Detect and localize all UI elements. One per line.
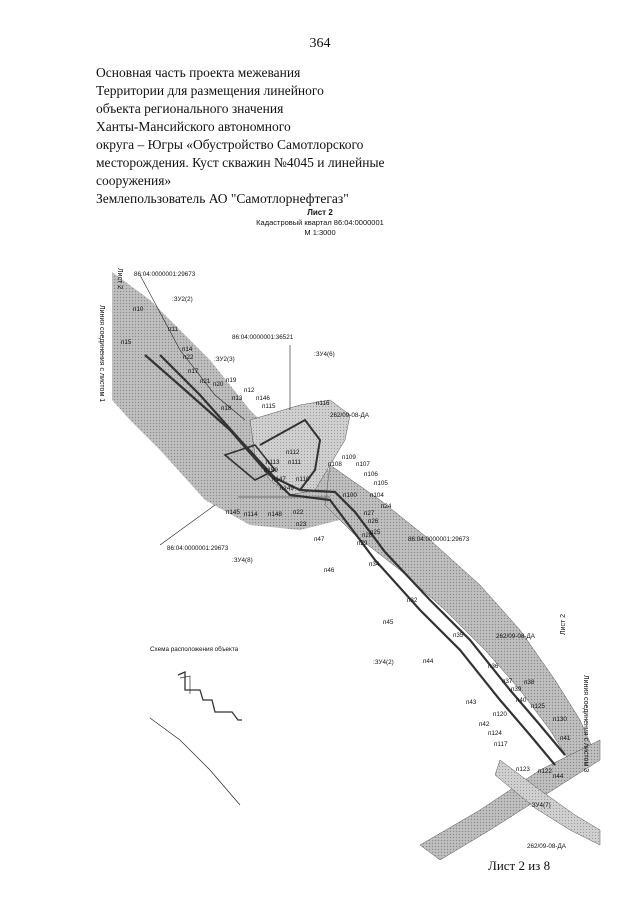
point-label: п34	[369, 561, 380, 568]
point-label: п37	[502, 678, 513, 685]
point-label: п44	[423, 658, 434, 665]
point-label: п113	[266, 459, 280, 466]
parcel-label: :ЗУ4(2)	[373, 659, 394, 666]
point-label: п22	[183, 354, 194, 361]
point-label: п116	[316, 400, 330, 407]
parcel-label: 86:04:0000001:29673	[167, 545, 229, 552]
sheet-title: Лист 2	[307, 208, 333, 217]
parcel-label: :ЗУ2(3)	[214, 356, 235, 363]
point-label: п112	[286, 449, 300, 456]
point-label: п105	[374, 480, 388, 487]
point-label: п108	[328, 461, 342, 468]
point-label: п130	[553, 716, 567, 723]
point-label: п43	[466, 699, 477, 706]
header-line: объекта регионального значения	[96, 101, 284, 116]
point-label: п145	[226, 509, 240, 516]
point-label: п22	[293, 509, 304, 516]
point-label: п28	[362, 532, 373, 539]
inset-location-line	[150, 718, 240, 805]
point-label: п21	[200, 378, 211, 385]
point-label: п14	[182, 346, 193, 353]
point-label: п149	[280, 485, 294, 492]
point-label: п40	[516, 697, 527, 704]
point-label: п148	[268, 511, 282, 518]
point-label: п104	[370, 492, 384, 499]
header-line: Ханты-Мансийского автономного	[96, 119, 291, 134]
right-sheet-label: Лист 2	[560, 613, 567, 635]
point-label: п100	[343, 492, 357, 499]
cadastral-line	[160, 505, 215, 545]
parcel-label: 86:04:0000001:29673	[134, 271, 196, 278]
point-label: п47	[314, 536, 325, 543]
header-line: сооружения»	[96, 173, 172, 188]
parcel-label: :ЗУ4(8)	[232, 557, 253, 564]
point-label: п111	[288, 459, 301, 466]
point-label: п46	[324, 567, 335, 574]
point-label: п12	[244, 387, 255, 394]
point-label: п11	[168, 326, 178, 333]
point-label: п29	[357, 540, 368, 547]
point-label: п27	[364, 510, 375, 517]
inset-title: Схема расположения объекта	[150, 646, 239, 653]
point-label: п147	[272, 476, 286, 483]
right-link-label: Линия соединения с листом 3	[582, 675, 589, 773]
road-band-lower	[420, 740, 600, 860]
parcel-label: 262/09-08-ДА	[496, 633, 535, 640]
page-footer: Лист 2 из 8	[488, 858, 551, 873]
point-label: п36	[488, 663, 499, 670]
point-label: п39	[511, 686, 522, 693]
parcel-label: 262/09-08-ДА	[330, 412, 369, 419]
point-label: п10	[133, 306, 144, 313]
header-line: округа – Югры «Обустройство Самотлорского	[96, 137, 364, 152]
header-line: Землепользователь АО "Самотлорнефтегаз"	[96, 191, 349, 206]
point-label: п35	[453, 632, 464, 639]
parcel-label: :ЗУ4(6)	[314, 351, 335, 358]
page-number: 364	[309, 36, 331, 51]
point-label: п109	[342, 454, 356, 461]
point-label: п159	[264, 467, 278, 474]
point-label: п26	[368, 518, 379, 525]
point-label: п146	[256, 395, 270, 402]
point-label: п32	[407, 597, 418, 604]
point-label: п41	[560, 735, 571, 742]
point-label: п17	[188, 368, 199, 375]
parcel-label: :ЗУ2(2)	[172, 296, 193, 303]
point-label: п24	[381, 503, 392, 510]
header-line: месторождения. Куст скважин №4045 и линейные	[96, 155, 385, 170]
inset-location-line	[178, 672, 242, 720]
point-label: п20	[213, 381, 224, 388]
point-label: п18	[221, 405, 232, 412]
left-link-label: Линия соединения с листом 1	[98, 305, 105, 403]
point-label: п15	[121, 339, 132, 346]
header-line: Территории для размещения линейного	[96, 83, 324, 98]
point-label: п120	[493, 711, 507, 718]
point-label: п114	[244, 511, 258, 518]
header-line: Основная часть проекта межевания	[96, 65, 301, 80]
point-label: п23	[296, 521, 307, 528]
point-label: п124	[488, 730, 502, 737]
point-label: п19	[226, 377, 237, 384]
point-label: п117	[494, 741, 508, 748]
parcel-label: 86:04:0000001:29673	[408, 536, 470, 543]
left-sheet-label: Лист 2	[116, 268, 123, 290]
point-label: п25	[370, 529, 381, 536]
point-label: п115	[262, 403, 276, 410]
parcel-label: :ЗУ4(7)	[530, 802, 551, 809]
point-label: п44	[553, 773, 564, 780]
parcel-label: 86:04:0000001:36521	[232, 334, 294, 341]
parcel-label: 262/09-08-ДА	[527, 843, 566, 850]
point-label: п45	[383, 619, 394, 626]
cadastral-quarter: Кадастровый квартал 86:04:0000001	[256, 218, 384, 227]
point-label: п38	[524, 679, 535, 686]
point-label: п107	[356, 461, 370, 468]
point-label: п42	[479, 721, 490, 728]
map-scale: М 1:3000	[304, 228, 336, 237]
point-label: п110	[296, 476, 310, 483]
point-label: п122	[538, 768, 552, 775]
point-label: п13	[232, 395, 243, 402]
point-label: п106	[364, 471, 378, 478]
point-label: п123	[516, 766, 530, 773]
point-label: п125	[531, 703, 545, 710]
